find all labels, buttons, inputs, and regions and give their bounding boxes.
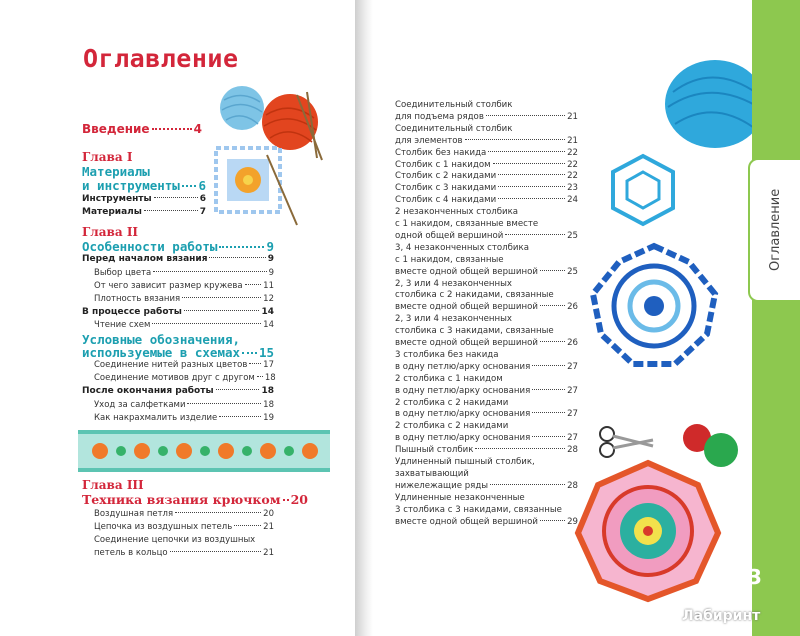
toc-entry-line: захватывающий [395, 468, 469, 479]
toc-entry-line: 2, 3 или 4 незаконченных [395, 278, 513, 289]
toc-entry-line: столбика с 2 накидами, связанные [395, 290, 554, 301]
toc-subitem[interactable]: Цепочка из воздушных петель 21 [94, 522, 274, 532]
chapter1-heading: Глава I [82, 150, 133, 164]
toc-item[interactable]: Перед началом вязания 9 [82, 254, 274, 264]
hook-icon [262, 150, 302, 230]
toc-entry[interactable]: вместе одной общей вершиной 26 [395, 338, 578, 348]
toc-entry[interactable]: в одну петлю/арку основания 27 [395, 361, 578, 372]
toc-entry[interactable]: вместе одной общей вершиной 25 [395, 266, 578, 277]
toc-subitem[interactable]: Воздушная петля 20 [94, 509, 274, 519]
toc-entry-line: 2 незаконченных столбика [395, 207, 519, 218]
toc-entry-line: Удлиненные незаконченные [395, 492, 525, 503]
toc-chapter3-title[interactable]: Техника вязания крючком 20 [82, 492, 308, 507]
toc-entry-line: Соединительный столбик [395, 100, 513, 110]
toc-subitem[interactable]: Уход за салфетками 18 [94, 400, 274, 410]
toc-entry[interactable]: для элементов 21 [395, 135, 578, 146]
toc-entry[interactable]: Столбик с 4 накидами 24 [395, 195, 578, 206]
toc-entry[interactable]: Столбик с 3 накидами 23 [395, 183, 578, 194]
toc-entry[interactable]: вместе одной общей вершиной 29 [395, 516, 578, 527]
toc-entry-line: 3 столбика с 3 накидами, связанные [395, 504, 562, 515]
page-title: Оглавление [83, 44, 239, 73]
toc-chapter2-title[interactable]: Особенности работы 9 [82, 239, 274, 254]
toc-entry-line: 2 столбика с 2 накидами [395, 397, 509, 408]
toc-item[interactable]: В процессе работы 14 [82, 307, 274, 317]
toc-entry-line: 2 столбика с 1 накидом [395, 373, 503, 384]
toc-entry[interactable]: нижележащие ряды 28 [395, 480, 578, 491]
toc-subitem[interactable]: Плотность вязания 12 [94, 294, 274, 304]
chapter1-title-line1: Материалы [82, 164, 150, 179]
toc-item[interactable]: Инструменты 6 [82, 194, 206, 204]
toc-entry-line: Соединительный столбик [395, 123, 513, 134]
book-gutter [355, 0, 373, 636]
toc-entry-line: столбика с 3 накидами, связанные [395, 326, 554, 337]
toc-entry-line: с 1 накидом, связанные вместе [395, 219, 539, 229]
toc-entry[interactable]: для подъема рядов 21 [395, 111, 578, 122]
side-tab-band [752, 0, 800, 636]
toc-entry-line: 3 столбика без накида [395, 349, 499, 360]
toc-subitem[interactable]: петель в кольцо 21 [94, 548, 274, 558]
toc-subitem[interactable]: Чтение схем 14 [94, 320, 274, 330]
toc-entry[interactable]: в одну петлю/арку основания 27 [395, 433, 578, 444]
toc-entry-line: 2 столбика с 2 накидами [395, 421, 509, 432]
toc-entry-line: с 1 накидом, связанные [395, 254, 504, 265]
toc-chapter1-title[interactable]: и инструменты 6 [82, 178, 206, 193]
toc-entry-line: 3, 4 незаконченных столбика [395, 242, 529, 253]
watermark: Лабиринт [682, 608, 761, 624]
toc-entry[interactable]: Столбик с 2 накидами 22 [395, 171, 578, 182]
toc-entry[interactable]: в одну петлю/арку основания 27 [395, 409, 578, 420]
toc-item[interactable]: Материалы 7 [82, 207, 206, 217]
blue-lace-motif-illustration [603, 150, 683, 240]
toc-entry[interactable]: Столбик с 1 накидом 22 [395, 159, 578, 170]
side-tab[interactable] [748, 158, 800, 302]
lace-strip-illustration [78, 428, 330, 474]
toc-entry-line: 2, 3 или 4 незаконченных [395, 314, 513, 325]
toc-entry[interactable]: в одну петлю/арку основания 27 [395, 385, 578, 396]
toc-entry[interactable]: одной общей вершиной 25 [395, 230, 578, 241]
right-page [373, 0, 800, 636]
chapter2-symbols-line1: Условные обозначения, [82, 332, 241, 347]
blue-doily-illustration [585, 242, 723, 372]
toc-subitem[interactable]: От чего зависит размер кружева 11 [94, 281, 274, 291]
chapter3-heading: Глава III [82, 478, 144, 492]
toc-item[interactable]: После окончания работы 18 [82, 386, 274, 396]
toc-entry[interactable]: вместе одной общей вершиной 26 [395, 302, 578, 313]
toc-entry[interactable]: Столбик без накида 22 [395, 147, 578, 158]
toc-subitem[interactable]: Соединение нитей разных цветов 17 [94, 360, 274, 370]
page-number: 3 [748, 565, 762, 589]
toc-subitem[interactable]: Соединение мотивов друг с другом 18 [94, 373, 276, 383]
toc-intro[interactable]: Введение 4 [82, 122, 202, 136]
toc-symbols[interactable]: используемые в схемах 15 [82, 345, 274, 360]
toc-subitem[interactable]: Как накрахмалить изделие 19 [94, 413, 274, 423]
red-doily-illustration [568, 455, 728, 605]
left-page [0, 0, 355, 636]
side-tab-label: Оглавление [768, 188, 783, 272]
toc-entry-line: Удлиненный пышный столбик, [395, 457, 535, 467]
toc-entry[interactable]: Пышный столбик 28 [395, 445, 578, 456]
toc-subitem[interactable]: Выбор цвета 9 [94, 268, 274, 278]
toc-subitem-line1: Соединение цепочки из воздушных [94, 535, 256, 545]
chapter2-heading: Глава II [82, 225, 139, 239]
